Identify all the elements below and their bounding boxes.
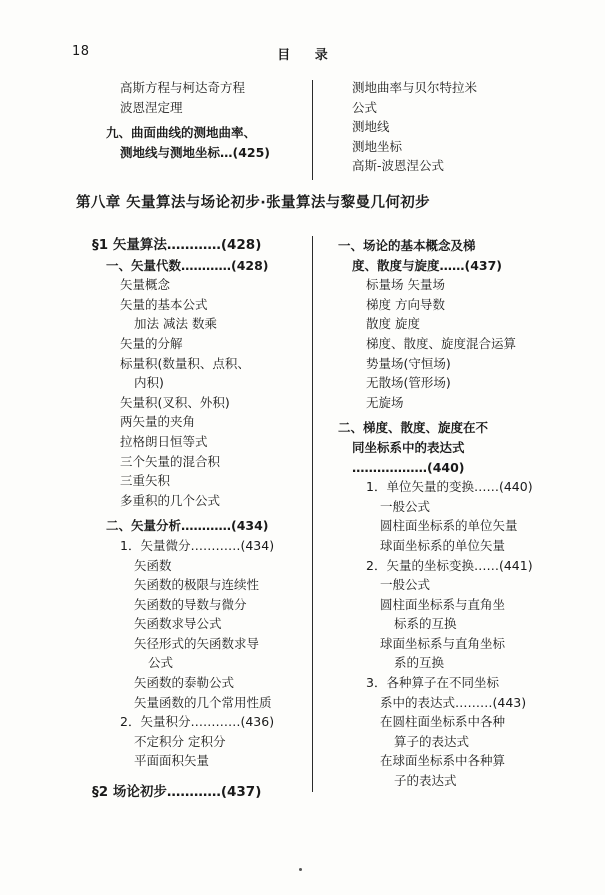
toc-entry: 系的互换 <box>394 655 445 671</box>
toc-left-column-top <box>92 78 302 162</box>
page-number: 18 <box>72 44 90 59</box>
toc-entry: 拉格朗日恒等式 <box>120 433 208 449</box>
toc-entry: 梯度 方向导数 <box>366 296 445 312</box>
toc-entry: 3．各种算子在不同坐标 <box>366 675 499 691</box>
toc-entry: 散度 旋度 <box>366 316 420 332</box>
toc-entry: 二、梯度、散度、旋度在不 <box>338 420 489 436</box>
column-divider-top <box>312 80 313 180</box>
toc-entry: 高斯方程与柯达奇方程 <box>120 80 246 95</box>
toc-entry: 2．矢量的坐标变换……(441) <box>366 557 533 573</box>
toc-entry: 1．矢量微分…………(434) <box>120 537 275 553</box>
toc-entry: 测地线与测地坐标…(425) <box>120 144 271 160</box>
toc-entry: 测地坐标 <box>352 138 403 154</box>
toc-entry: 内积) <box>134 375 164 391</box>
toc-entry: 在球面坐标系中各种算 <box>380 753 506 769</box>
toc-entry: 一、矢量代数…………(428) <box>106 257 269 273</box>
toc-entry: 同坐标系中的表达式 <box>352 439 465 455</box>
toc-entry: 一、场论的基本概念及梯 <box>338 238 476 253</box>
toc-entry: 公式 <box>148 655 174 671</box>
toc-entry: 圆柱面坐标系的单位矢量 <box>380 518 518 534</box>
toc-entry: 矢函数 <box>134 557 172 573</box>
toc-section: §1 矢量算法…………(428) <box>92 237 262 253</box>
toc-entry: 在圆柱面坐标系中各种 <box>380 714 506 730</box>
toc-entry: 2．矢量积分…………(436) <box>120 714 275 730</box>
footer-mark <box>299 868 302 871</box>
toc-entry: 矢径形式的矢函数求导 <box>134 635 260 651</box>
toc-entry: 三重矢积 <box>120 473 171 489</box>
toc-entry: 公式 <box>352 99 378 115</box>
toc-entry: 矢函数的泰勒公式 <box>134 675 235 691</box>
toc-entry: 无散场(管形场) <box>366 375 451 391</box>
toc-entry: 高斯-波恩涅公式 <box>352 158 445 174</box>
toc-right-column-main <box>338 236 566 791</box>
toc-entry: 矢函数的极限与连续性 <box>134 577 260 593</box>
toc-entry: 标量场 矢量场 <box>366 277 445 293</box>
toc-entry: 三个矢量的混合积 <box>120 453 221 469</box>
toc-entry: 测地曲率与贝尔特拉米 <box>352 80 478 95</box>
toc-left-column-main <box>92 236 302 803</box>
toc-entry: 度、散度与旋度……(437) <box>352 257 503 273</box>
page-header <box>0 44 605 66</box>
toc-entry: 多重积的几个公式 <box>120 492 221 508</box>
toc-entry: 测地线 <box>352 119 390 135</box>
toc-entry: 矢函数求导公式 <box>134 616 222 632</box>
toc-entry: 矢量的基本公式 <box>120 296 208 312</box>
toc-entry: 一般公式 <box>380 577 431 593</box>
toc-entry: 矢量函数的几个常用性质 <box>134 694 272 710</box>
toc-section: §2 场论初步…………(437) <box>92 784 262 801</box>
toc-entry: 矢函数的导数与微分 <box>134 596 247 612</box>
toc-entry: 1．单位矢量的变换……(440) <box>366 479 533 495</box>
toc-entry: 两矢量的夹角 <box>120 414 196 430</box>
toc-entry: 圆柱面坐标系与直角坐 <box>380 596 506 612</box>
toc-entry: 平面面积矢量 <box>134 753 210 769</box>
toc-entry: 九、曲面曲线的测地曲率、 <box>106 125 257 141</box>
toc-entry: 标量积(数量积、点积、 <box>120 355 250 371</box>
page-title: 目 录 <box>277 48 338 63</box>
toc-entry: 系中的表达式………(443) <box>380 694 527 710</box>
toc-entry: 波恩涅定理 <box>120 99 183 115</box>
toc-entry: 势量场(守恒场) <box>366 355 451 371</box>
toc-entry: 二、矢量分析…………(434) <box>106 518 269 534</box>
toc-entry: 算子的表达式 <box>394 733 470 749</box>
toc-entry: 标系的互换 <box>394 616 457 632</box>
toc-entry: 矢量的分解 <box>120 335 183 351</box>
toc-entry: 球面坐标系的单位矢量 <box>380 537 506 553</box>
toc-entry: 无旋场 <box>366 394 404 410</box>
toc-entry: 加法 减法 数乘 <box>134 316 217 332</box>
toc-entry: 矢量积(叉积、外积) <box>120 394 230 410</box>
toc-entry: 矢量概念 <box>120 277 171 293</box>
toc-entry: 球面坐标系与直角坐标 <box>380 635 506 651</box>
toc-entry: 不定积分 定积分 <box>134 733 226 749</box>
toc-entry: 子的表达式 <box>394 773 457 789</box>
toc-entry: ………………(440) <box>352 459 465 475</box>
toc-entry: 一般公式 <box>380 498 431 514</box>
column-divider-bottom <box>312 236 313 792</box>
chapter-heading: 第八章 矢量算法与场论初步·张量算法与黎曼几何初步 <box>76 195 431 211</box>
toc-right-column-top <box>338 78 566 176</box>
toc-entry: 梯度、散度、旋度混合运算 <box>366 335 517 351</box>
